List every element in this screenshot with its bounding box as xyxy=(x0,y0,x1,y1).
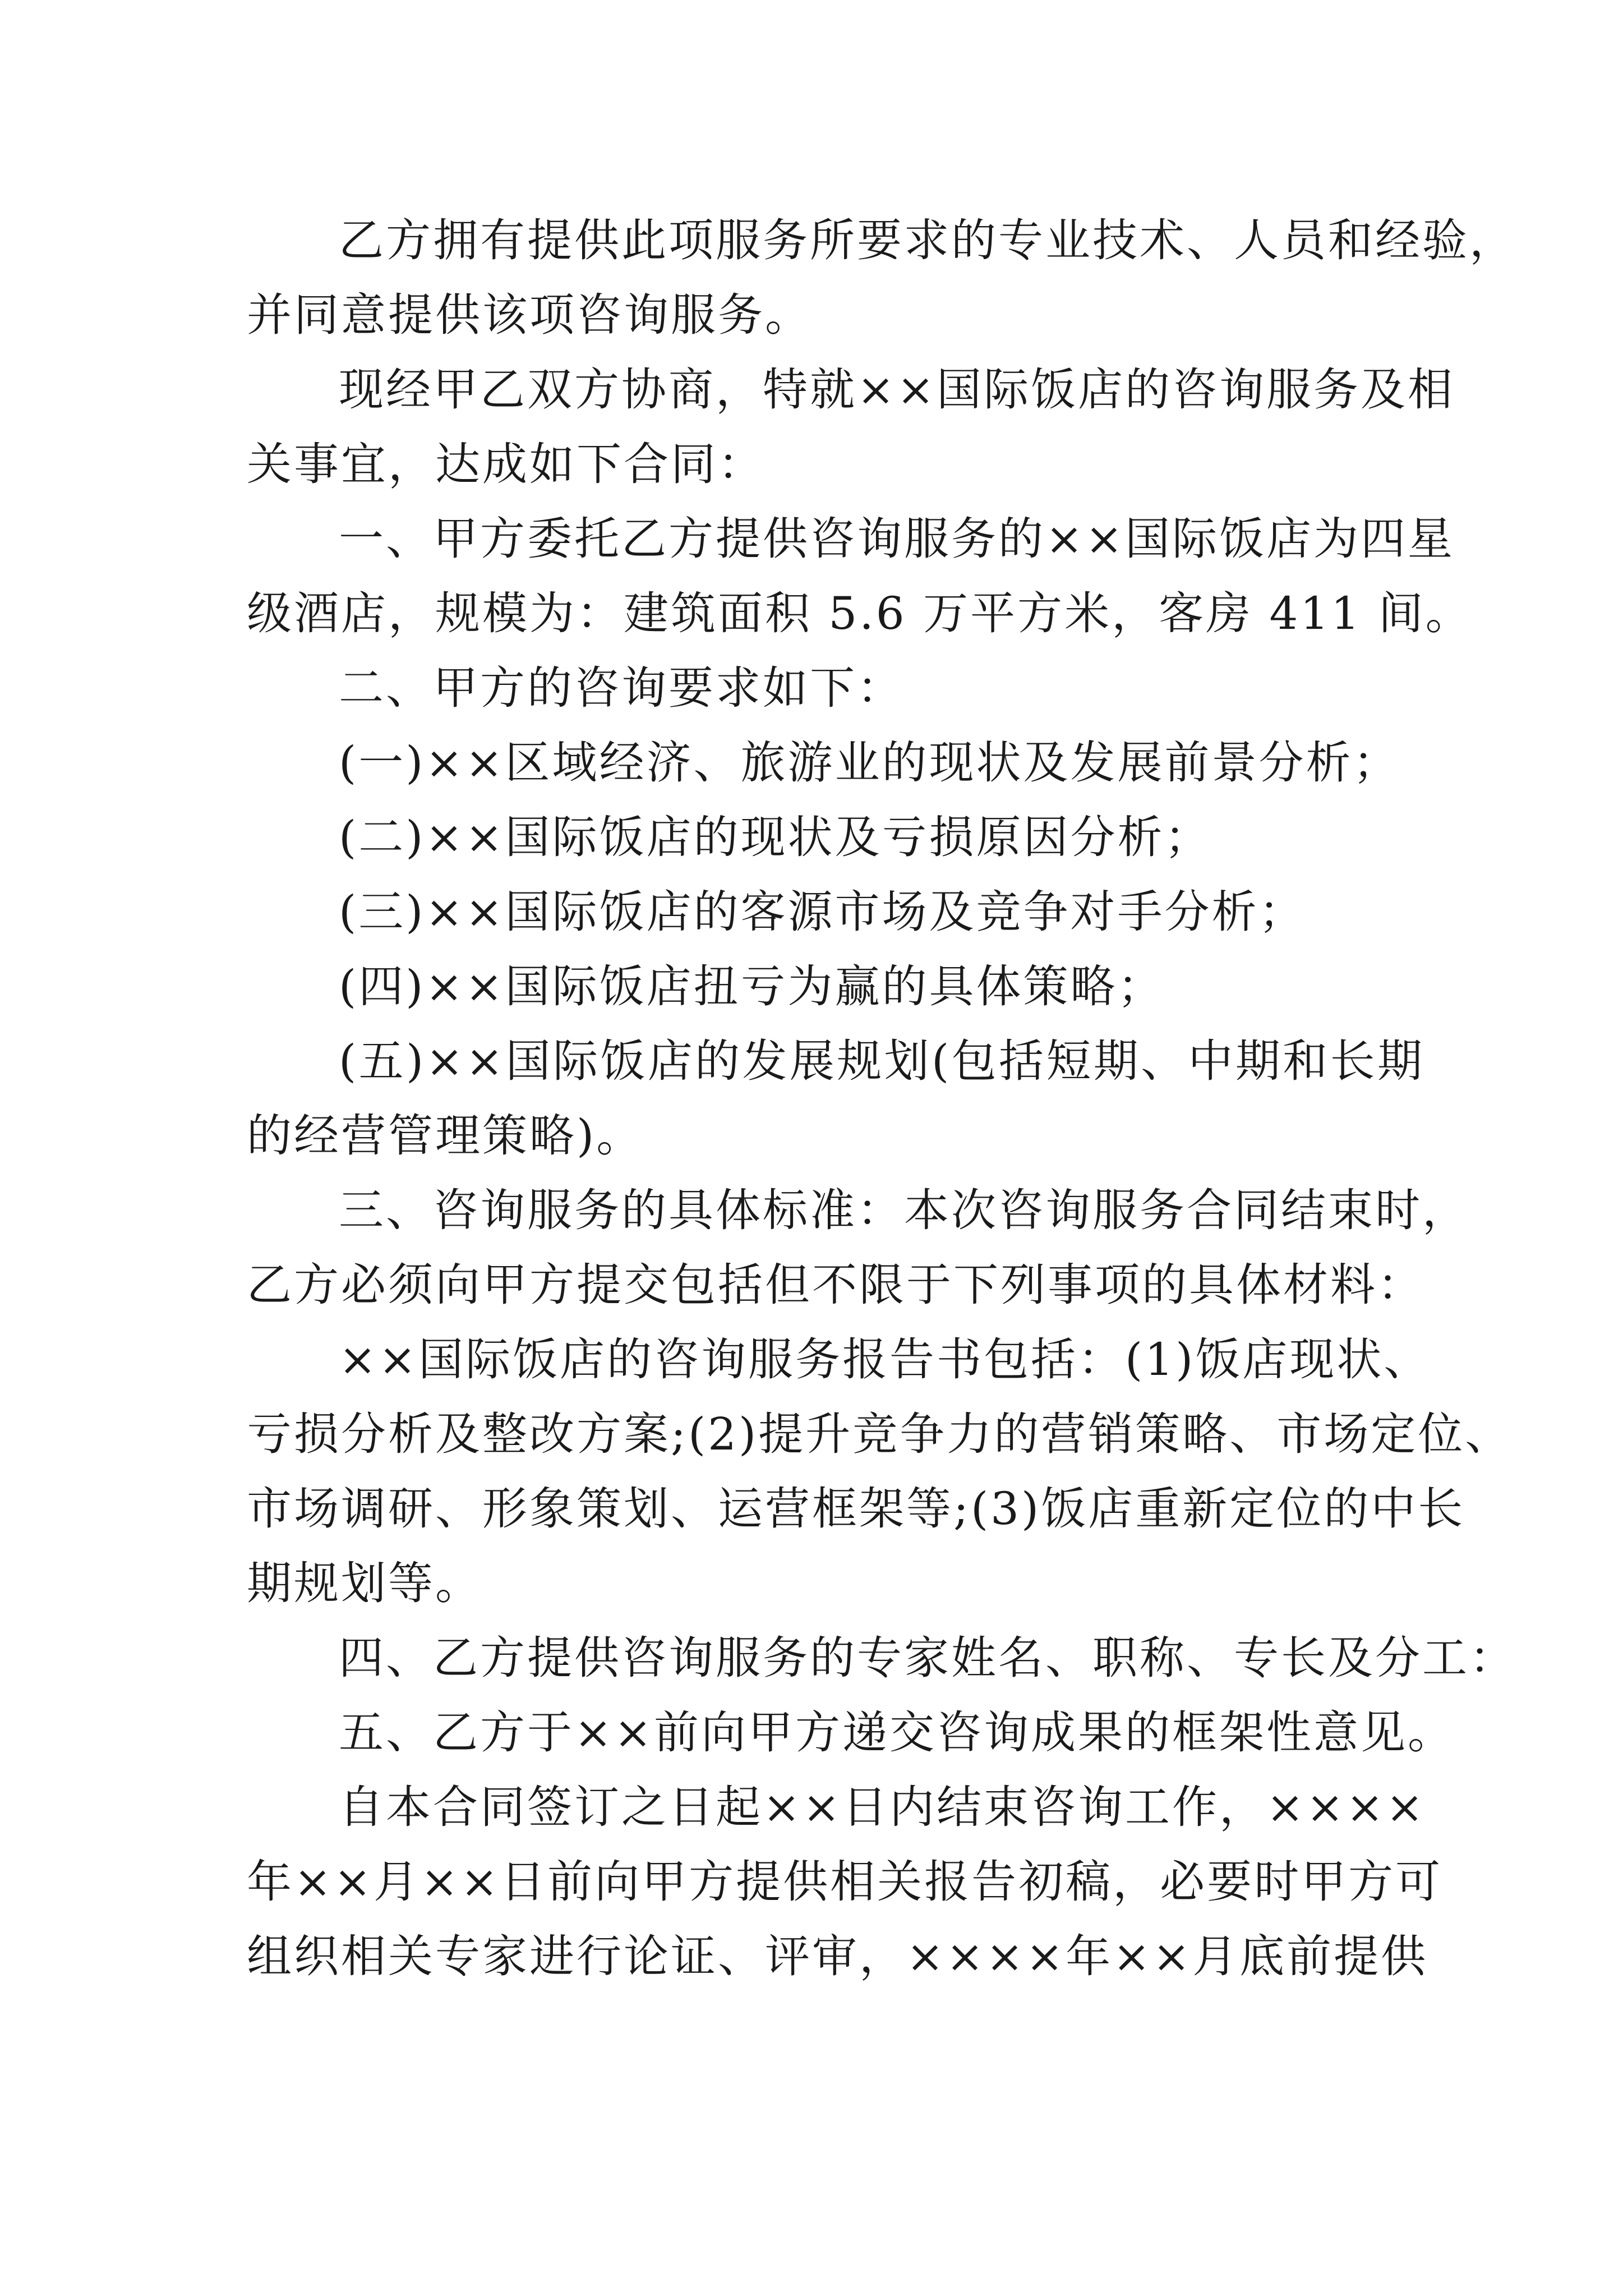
text-line-20: 四、乙方提供咨询服务的专家姓名、职称、专长及分工： xyxy=(339,1632,1516,1684)
text-line-22: 自本合同签订之日起××日内结束咨询工作，×××× xyxy=(339,1781,1426,1833)
text-line-24: 组织相关专家进行论证、评审，××××年××月底前提供 xyxy=(247,1930,1428,1982)
text-line-11: (四)××国际饭店扭亏为赢的具体策略； xyxy=(339,960,1165,1013)
text-line-3: 现经甲乙双方协商，特就××国际饭店的咨询服务及相 xyxy=(339,364,1455,416)
text-line-16: ××国际饭店的咨询服务报告书包括：(1)饭店现状、 xyxy=(339,1333,1431,1386)
text-line-7: 二、甲方的咨询要求如下： xyxy=(339,662,904,714)
text-line-12: (五)××国际饭店的发展规划(包括短期、中期和长期 xyxy=(339,1035,1424,1087)
text-line-8: (一)××区域经济、旅游业的现状及发展前景分析； xyxy=(339,737,1400,789)
text-line-19: 期规划等。 xyxy=(247,1557,482,1609)
text-line-10: (三)××国际饭店的客源市场及竞争对手分析； xyxy=(339,886,1306,938)
text-line-15: 乙方必须向甲方提交包括但不限于下列事项的具体材料： xyxy=(247,1259,1424,1311)
text-line-1: 乙方拥有提供此项服务所要求的专业技术、人员和经验， xyxy=(339,214,1516,266)
text-line-17: 亏损分析及整改方案;(2)提升竞争力的营销策略、市场定位、 xyxy=(247,1408,1513,1460)
text-line-18: 市场调研、形象策划、运营框架等;(3)饭店重新定位的中长 xyxy=(247,1483,1465,1535)
text-line-2: 并同意提供该项咨询服务。 xyxy=(247,289,812,341)
contract-body xyxy=(247,203,1516,1994)
text-line-14: 三、咨询服务的具体标准：本次咨询服务合同结束时， xyxy=(339,1184,1469,1236)
text-line-4: 关事宜，达成如下合同： xyxy=(247,438,765,490)
text-line-9: (二)××国际饭店的现状及亏损原因分析； xyxy=(339,811,1212,863)
text-line-23: 年××月××日前向甲方提供相关报告初稿，必要时甲方可 xyxy=(247,1856,1443,1908)
text-line-6: 级酒店，规模为：建筑面积 5.6 万平方米，客房 411 间。 xyxy=(247,587,1473,639)
text-line-5: 一、甲方委托乙方提供咨询服务的××国际饭店为四星 xyxy=(339,513,1455,565)
text-line-21: 五、乙方于××前向甲方递交咨询成果的框架性意见。 xyxy=(339,1706,1455,1759)
text-line-13: 的经营管理策略)。 xyxy=(247,1110,644,1162)
